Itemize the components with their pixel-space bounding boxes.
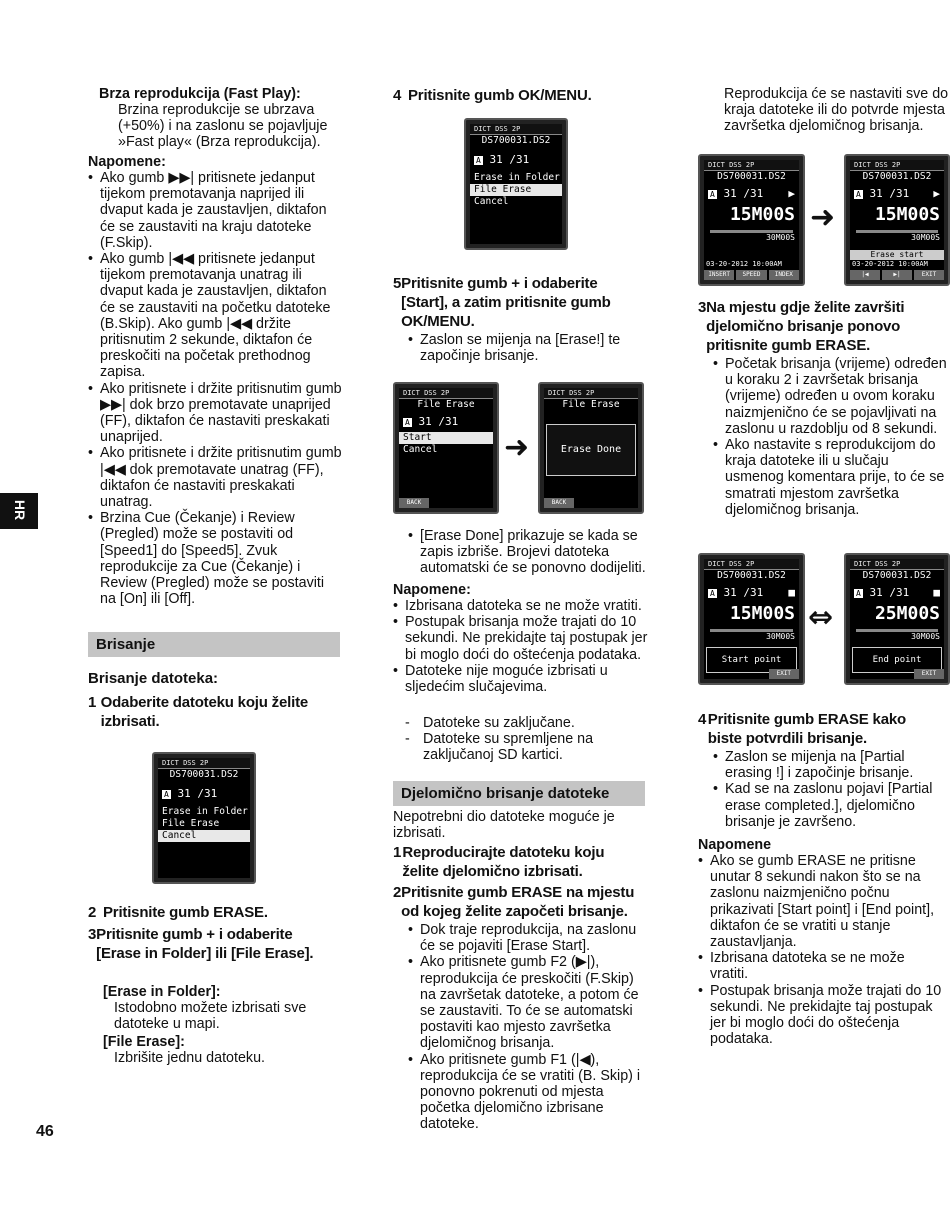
step-text: Pritisnite gumb ERASE kako biste potvrdili brisanje. bbox=[707, 711, 906, 747]
note-item: • Brzina Cue (Čekanje) i Review (Pregled) može se postaviti od [Speed1] do [Speed5]. Zvuk reprodukcije za Cue (Čekanje) i Review (Pregled) može se postaviti na [On] ili [Off]. bbox=[88, 510, 343, 607]
progress-bar bbox=[710, 230, 793, 233]
step-text: Na mjestu gdje želite završiti djelomično brisanje ponovo pritisnite gumb ERASE. bbox=[706, 299, 905, 354]
file-length: 30M00S bbox=[911, 233, 940, 242]
fkey-exit[interactable]: EXIT bbox=[914, 270, 944, 280]
notes-list bbox=[698, 853, 943, 1047]
fkey-speed[interactable]: SPEED bbox=[736, 270, 766, 280]
play-icon: ▶ bbox=[933, 187, 940, 200]
step-1 bbox=[88, 693, 328, 731]
progress-bar bbox=[856, 629, 938, 632]
file-index: A 31 /31 bbox=[164, 787, 218, 800]
bullet-item: • Zaslon se mijenja na [Partial erasing !] i započinje brisanje. bbox=[713, 749, 945, 781]
status-bar: DICT DSS 2P bbox=[158, 758, 250, 769]
file-length: 30M00S bbox=[911, 632, 940, 641]
fastplay-text: Brzina reprodukcije se ubrzava (+50%) i na zaslonu se pojavljuje »Fast play« (Brza reprodukcija). bbox=[118, 102, 328, 151]
option-1-text: Istodobno možete izbrisati sve datoteke u mapi. bbox=[114, 1000, 307, 1033]
elapsed-time: 15M00S bbox=[729, 204, 795, 225]
notes-title: Napomene bbox=[698, 837, 772, 853]
step-3 bbox=[88, 925, 318, 963]
step-number: 2 bbox=[393, 884, 402, 901]
note-item: • Postupak brisanja može trajati do 10 sekundi. Ne prekidajte taj postupak jer bi moglo doći do oštećenja podataka. bbox=[393, 614, 648, 663]
elapsed-time: 15M00S bbox=[729, 603, 795, 624]
note-item: • Izbrisana datoteka se ne može vratiti. bbox=[698, 950, 943, 982]
note-item: • Izbrisana datoteka se ne može vratiti. bbox=[393, 598, 648, 614]
note-item: • Ako pritisnete i držite pritisnutim gumb ▶▶| dok brzo premotavate unaprijed (FF), diktafon će nastaviti preskakati unaprijed. bbox=[88, 381, 343, 446]
step-text: Pritisnite gumb ERASE na mjestu od kojeg želite započeti brisanje. bbox=[401, 884, 635, 920]
recorder-screen-menu bbox=[152, 752, 256, 884]
step-number: 3 bbox=[88, 926, 97, 943]
end-point-label: End point bbox=[852, 647, 942, 673]
subnote-item: - Datoteke su spremljene na zaključanoj SD kartici. bbox=[405, 731, 645, 763]
file-index: A 31 /31 bbox=[405, 415, 459, 428]
recorder-screen-file-erase bbox=[393, 382, 499, 514]
file-index: A 31 /31 ■ bbox=[710, 586, 795, 599]
step-text: Pritisnite gumb OK/MENU. bbox=[408, 87, 592, 104]
arrow-both-icon: ⇔ bbox=[808, 600, 834, 635]
option-2-title: [File Erase]: bbox=[103, 1034, 185, 1050]
stop-icon: ■ bbox=[788, 586, 795, 599]
menu-item-cancel[interactable]: Cancel bbox=[403, 444, 438, 455]
recorder-screen-playback bbox=[698, 154, 805, 286]
notes-title: Napomene: bbox=[88, 154, 166, 170]
recorder-screen-start-point bbox=[698, 553, 805, 685]
partial-step-2-bullets bbox=[408, 922, 648, 1133]
step-4 bbox=[393, 86, 592, 105]
menu-item-cancel[interactable]: Cancel bbox=[474, 196, 509, 207]
bullet-item: • Ako pritisnete gumb F2 (▶|), reprodukcija će preskočiti (F.Skip) na završetak datoteke, a potom će se zaustaviti. To će se automatski postaviti kao mjesto završetka djelomičnog brisanja. bbox=[408, 954, 648, 1051]
section-title: Djelomično brisanje datoteke bbox=[393, 781, 645, 806]
partial-step-3-bullets bbox=[713, 356, 950, 518]
start-point-label: Start point bbox=[706, 647, 797, 673]
file-index: A 31 /31 ■ bbox=[856, 586, 940, 599]
file-name: DS700031.DS2 bbox=[717, 171, 786, 182]
erase-start-banner: Erase start bbox=[850, 250, 944, 260]
recorder-screen-end-point bbox=[844, 553, 950, 685]
status-bar: DICT DSS 2P bbox=[850, 160, 944, 171]
step-text: Odaberite datoteku koju želite izbrisati. bbox=[100, 694, 309, 730]
file-index: A 31 /31 bbox=[476, 153, 530, 166]
fkey-back[interactable]: BACK bbox=[544, 498, 574, 508]
file-name: DS700031.DS2 bbox=[169, 769, 239, 780]
status-bar: DICT DSS 2P bbox=[470, 124, 562, 135]
note-item: • Ako gumb |◀◀ pritisnete jedanput tijekom premotavanja unatrag ili dvaput kada je zaustavljen, diktafon će se zaustaviti na početku datoteke (B.Skip). Ako gumb |◀◀ držite pritisnutim 2 sekunde, diktafon će preskočiti na početak prethodnog zapisa. bbox=[88, 251, 343, 381]
status-bar: DICT DSS 2P bbox=[544, 388, 638, 399]
step-text: Reproducirajte datoteku koju želite djelomično izbrisati. bbox=[402, 844, 605, 880]
file-length: 30M00S bbox=[766, 632, 795, 641]
recording-date: 03-20-2012 10:00AM bbox=[852, 260, 928, 268]
partial-step-4-bullets bbox=[713, 749, 945, 830]
continued-text: Reprodukcija će se nastaviti sve do kraja datoteke ili do potvrde mjesta završetka djelomičnog brisanja. bbox=[724, 86, 949, 135]
section-intro: Nepotrebni dio datoteke moguće je izbrisati. bbox=[393, 809, 615, 842]
step-5 bbox=[393, 274, 633, 331]
note-item: • Ako pritisnete i držite pritisnutim gumb |◀◀ dok premotavate unatrag (FF), diktafon će nastaviti preskakati unatrag. bbox=[88, 445, 343, 510]
step-text: Pritisnite gumb ERASE. bbox=[103, 904, 268, 921]
fkey-exit[interactable]: EXIT bbox=[914, 669, 944, 679]
progress-bar bbox=[856, 230, 938, 233]
file-name: DS700031.DS2 bbox=[717, 570, 786, 581]
fkey-skip-back[interactable]: |◀ bbox=[850, 270, 880, 280]
delete-title: Brisanje datoteka: bbox=[88, 670, 219, 687]
step-2 bbox=[88, 903, 268, 922]
file-name: DS700031.DS2 bbox=[862, 171, 932, 182]
step5-bullets bbox=[408, 332, 643, 364]
partial-step-3 bbox=[698, 298, 938, 355]
menu-item-file-erase[interactable]: File Erase bbox=[162, 818, 220, 829]
section-title: Brisanje bbox=[88, 632, 340, 657]
menu-item-cancel[interactable]: Cancel bbox=[158, 830, 250, 842]
notes-list bbox=[88, 170, 343, 607]
step-text: Pritisnite gumb + i odaberite [Erase in Folder] ili [File Erase]. bbox=[96, 926, 314, 962]
language-tab: HR bbox=[0, 493, 38, 529]
fkey-index[interactable]: INDEX bbox=[769, 270, 799, 280]
recorder-screen-erase-start bbox=[844, 154, 950, 286]
step-number: 5 bbox=[393, 275, 402, 292]
note-item: • Postupak brisanja može trajati do 10 sekundi. Ne prekidajte taj postupak jer bi moglo doći do oštećenja podataka. bbox=[698, 983, 943, 1048]
menu-item-start[interactable]: Start bbox=[399, 432, 493, 444]
option-2-text: Izbrišite jednu datoteku. bbox=[114, 1050, 266, 1066]
step-number: 4 bbox=[393, 87, 402, 104]
arrow-right-icon: ➜ bbox=[810, 200, 836, 235]
file-index: A 31 /31 ▶ bbox=[856, 187, 940, 200]
step-number: 2 bbox=[88, 904, 97, 921]
step-number: 1 bbox=[393, 844, 402, 861]
note-item: • Ako gumb ▶▶| pritisnete jedanput tijekom premotavanja naprijed ili dvaput kada je zaustavljen, diktafon će se zaustaviti na kraju datoteke (F.Skip). bbox=[88, 170, 343, 251]
fkey-insert[interactable]: INSERT bbox=[704, 270, 734, 280]
partial-step-1 bbox=[393, 843, 643, 881]
recorder-screen-erase-done bbox=[538, 382, 644, 514]
file-index: A 31 /31 ▶ bbox=[710, 187, 795, 200]
step-number: 1 bbox=[88, 694, 97, 711]
subnotes-list bbox=[405, 715, 645, 764]
bullet-item: • Kad se na zaslonu pojavi [Partial erase completed.], djelomično brisanje je završeno. bbox=[713, 781, 945, 830]
recording-date: 03-20-2012 10:00AM bbox=[706, 260, 782, 268]
bullet-item: • Dok traje reprodukcija, na zaslonu će se pojaviti [Erase Start]. bbox=[408, 922, 648, 954]
partial-step-4 bbox=[698, 710, 943, 748]
fkey-skip-forward[interactable]: ▶| bbox=[882, 270, 912, 280]
fkey-back[interactable]: BACK bbox=[399, 498, 429, 508]
fkey-exit[interactable]: EXIT bbox=[769, 669, 799, 679]
play-icon: ▶ bbox=[788, 187, 795, 200]
note-item: • Ako se gumb ERASE ne pritisne unutar 8 sekundi nakon što se na zaslonu naizmjenično počnu prikazivati [Start point] i [End point], diktafon će se vratiti u stanje zaustavljanja. bbox=[698, 853, 943, 950]
elapsed-time: 15M00S bbox=[874, 204, 940, 225]
bullet-item: • Zaslon se mijenja na [Erase!] te započinje brisanje. bbox=[408, 332, 643, 364]
step-number: 3 bbox=[698, 299, 707, 316]
bullet-item: • Početak brisanja (vrijeme) određen u koraku 2 i završetak brisanja (vrijeme) određen u ovom koraku naizmjenično će se pojavljivati na zaslonu u razdoblju od 8 sekundi. bbox=[713, 356, 950, 437]
fastplay-title: Brza reprodukcija (Fast Play): bbox=[99, 86, 301, 102]
erase-done-dialog: Erase Done bbox=[546, 424, 636, 476]
file-name: DS700031.DS2 bbox=[481, 135, 551, 146]
notes-list bbox=[393, 598, 648, 695]
screen-title: File Erase bbox=[417, 399, 475, 410]
bullet-item: • Ako pritisnete gumb F1 (|◀), reprodukcija će se vratiti (B. Skip) i ponovno pokrenuti od mjesta početka djelomično izbrisane datoteke. bbox=[408, 1052, 648, 1133]
status-bar: DICT DSS 2P bbox=[399, 388, 493, 399]
elapsed-time: 25M00S bbox=[874, 603, 940, 624]
menu-item-erase-folder[interactable]: Erase in Folder bbox=[474, 172, 560, 183]
screen-title: File Erase bbox=[562, 399, 620, 410]
recorder-screen-menu bbox=[464, 118, 568, 250]
progress-bar bbox=[710, 629, 793, 632]
option-1-title: [Erase in Folder]: bbox=[103, 984, 221, 1000]
file-length: 30M00S bbox=[766, 233, 795, 242]
bullet-item: • [Erase Done] prikazuje se kada se zapis izbriše. Brojevi datoteka automatski će se ponovno dodijeliti. bbox=[408, 528, 648, 577]
step-number: 4 bbox=[698, 711, 707, 728]
partial-step-2 bbox=[393, 883, 643, 921]
page-number: 46 bbox=[36, 1123, 54, 1140]
file-name: DS700031.DS2 bbox=[862, 570, 932, 581]
menu-item-file-erase[interactable]: File Erase bbox=[470, 184, 562, 196]
notes-title: Napomene: bbox=[393, 582, 471, 598]
step-text: Pritisnite gumb + i odaberite [Start], a zatim pritisnite gumb OK/MENU. bbox=[401, 275, 611, 330]
bullet-item: • Ako nastavite s reprodukcijom do kraja datoteke ili u slučaju usmenog komentara prije, to će se smatrati mjestom završetka djelomičnog brisanja. bbox=[713, 437, 950, 518]
erase-done-bullets bbox=[408, 528, 648, 577]
status-bar: DICT DSS 2P bbox=[704, 559, 799, 570]
menu-item-erase-folder[interactable]: Erase in Folder bbox=[162, 806, 248, 817]
status-bar: DICT DSS 2P bbox=[704, 160, 799, 171]
arrow-right-icon: ➜ bbox=[504, 430, 530, 465]
note-item: • Datoteke nije moguće izbrisati u sljedećim slučajevima. bbox=[393, 663, 648, 695]
subnote-item: - Datoteke su zaključane. bbox=[405, 715, 645, 731]
stop-icon: ■ bbox=[933, 586, 940, 599]
status-bar: DICT DSS 2P bbox=[850, 559, 944, 570]
